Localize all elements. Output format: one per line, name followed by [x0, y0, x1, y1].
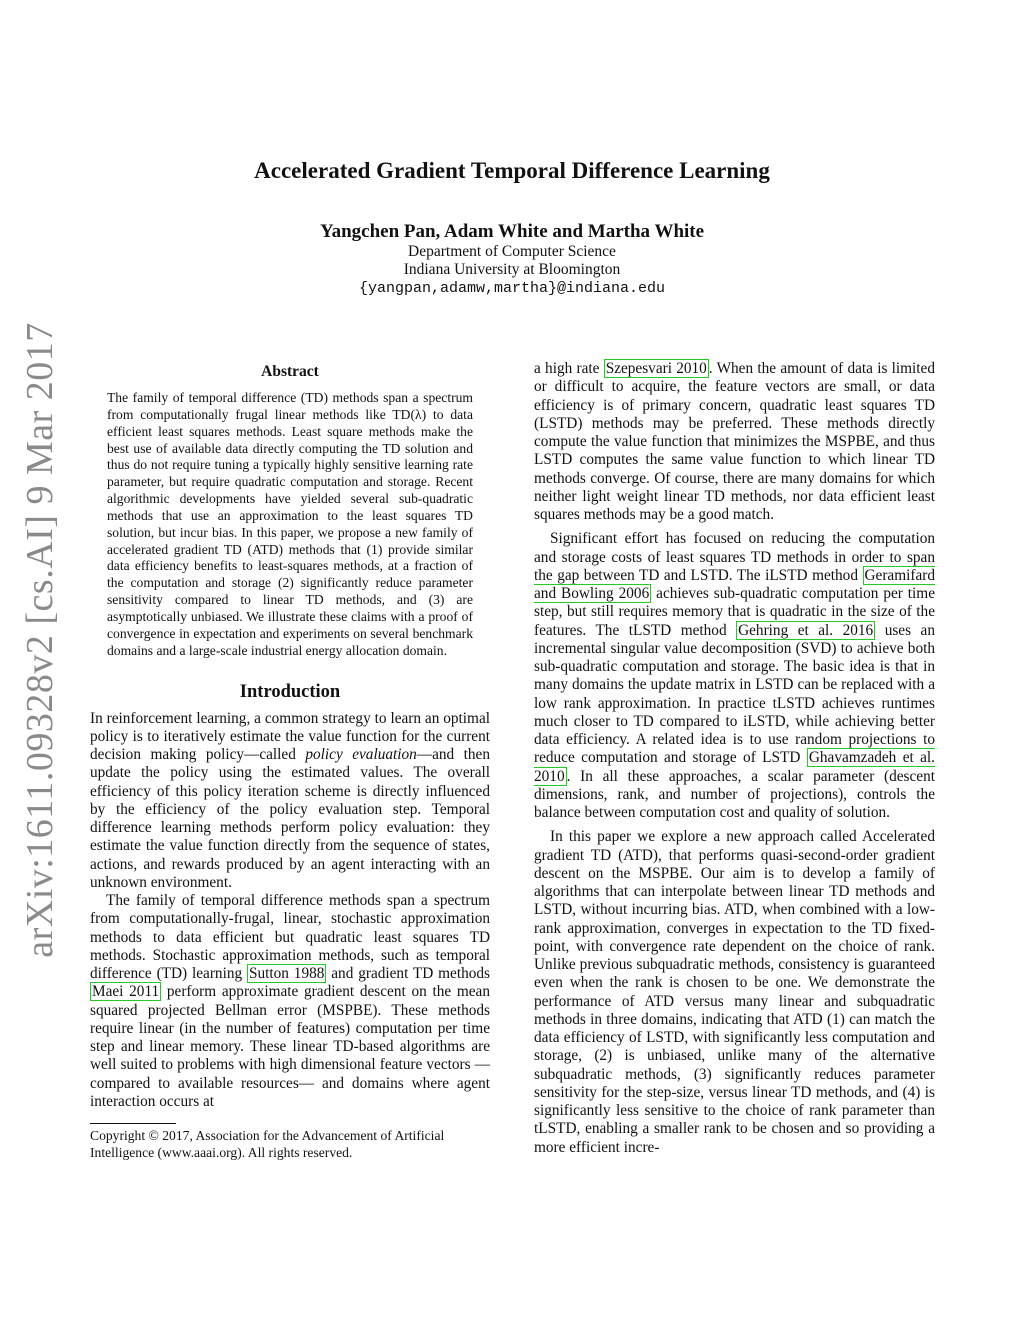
- intro-p4-text-c: uses an incremental singular value decomposition (SVD) to achieve both sub-quadratic computation and storage. The basic idea is that in many domains the update matrix in LSTD can be replaced with a low rank approximation. In practice tLSTD achieves runtimes much closer to TD compared to iLSTD, while achieving better data efficiency. A related idea is to use random projections to reduce computation and storage of LSTD: [534, 621, 935, 767]
- author-list: Yangchen Pan, Adam White and Martha White: [319, 221, 705, 242]
- intro-p4-text-a: Significant effort has focused on reducing the computation and storage costs of least squares TD methods in order to span the gap between TD and LSTD. The iLSTD method: [534, 530, 935, 584]
- intro-p4-text-d: . In all these approaches, a scalar parameter (descent dimensions, rank, and number of projections), controls the balance between computation cost and quality of solution.: [534, 767, 935, 821]
- left-column: [90, 360, 490, 1161]
- intro-p1-emphasis: policy evaluation: [305, 746, 417, 763]
- intro-p3-text-b: . When the amount of data is limited or difficult to acquire, the feature vectors are small, or data efficiency is of primary concern, quadratic least squares TD (LSTD) methods may be preferred. These methods directly compute the value function that minimizes the MSPBE, and thus LSTD computes the same value function to which linear TD methods converge. Of course, there are many domains for which neither light weight linear TD methods, nor data efficient least squares methods may be a good match.: [534, 360, 935, 523]
- arxiv-identifier: arXiv:1611.09328v2 [cs.AI] 9 Mar 2017: [19, 322, 61, 958]
- intro-p1-text-b: —and then update the policy using the estimated values. The overall efficiency of this policy iteration scheme is directly influenced by the efficiency of the policy evaluation step. Temporal difference learning methods perform policy evaluation: they estimate the value function directly from the sequence of states, actions, and rewards produced by an agent interacting with an unknown environment.: [90, 746, 490, 891]
- arxiv-sidebar-stamp: [0, 0, 80, 1325]
- citation-link-ghavamzadeh-2010[interactable]: Ghavamzadeh et al. 2010: [534, 749, 935, 785]
- intro-p1-text-a: In reinforcement learning, a common strategy to learn an optimal policy is to iteratively estimate the value function for the current decision making policy—called: [90, 709, 490, 763]
- author-email: {yangpan,adamw,martha}@indiana.edu: [358, 280, 666, 297]
- author-department: Department of Computer Science: [408, 243, 616, 260]
- intro-p2-text-c: perform approximate gradient descent on the mean squared projected Bellman error (MSPBE). These methods require linear (in the number of features) computation per time step and linear memory. These linear TD-based algorithms are well suited to problems with high dimensional feature vectors —compared to available resources— and domains where agent interaction occurs at: [90, 983, 490, 1110]
- intro-p3-text-a: a high rate: [534, 360, 604, 377]
- footnote-divider: [90, 1123, 176, 1124]
- citation-link-gehring-2016[interactable]: Gehring et al. 2016: [738, 621, 874, 639]
- intro-p2-text-a: The family of temporal difference methods span a spectrum from computationally-frugal, linear, stochastic approximation methods to data efficient but quadratic least squares TD methods. Stochastic approximation methods, such as temporal difference (TD) learning: [90, 892, 490, 982]
- intro-paragraph-1: [90, 710, 490, 893]
- intro-p4-text-b: achieves sub-quadratic computation per time step, but still requires memory that is quadratic in the size of the features. The tLSTD method: [534, 585, 935, 639]
- intro-paragraph-5: In this paper we explore a new approach called Accelerated gradient TD (ATD), that performs quasi-second-order gradient descent on the MSPBE. Our aim is to develop a family of algorithms that can interpolate between linear TD methods and LSTD, without incurring bias. ATD, when combined with a low-rank approximation, converges in expectation to the TD fixed-point, with convergence rate dependent on the choice of rank. Unlike previous subquadratic methods, consistency is guaranteed even when the rank is chosen to be one. We demonstrate the performance of ATD versus many linear and subquadratic methods in three domains, indicating that ATD (1) can match the data efficiency of LSTD, with significantly less computation and storage, (2) is unbiased, unlike many of the alternative subquadratic methods, (3) significantly reduces parameter sensitivity for the step-size, versus linear TD methods, and (4) is significantly less sensitive to the choice of rank parameter than tLSTD, enabling a smaller rank to be chosen and so providing a more efficient incre-: [534, 828, 935, 1156]
- abstract-heading: Abstract: [261, 363, 319, 380]
- citation-link-geramifard-2006[interactable]: Geramifard and Bowling 2006: [534, 566, 935, 602]
- intro-p2-text-b: and gradient TD methods: [326, 965, 490, 982]
- citation-link-sutton-1988[interactable]: Sutton 1988: [249, 965, 325, 982]
- author-university: Indiana University at Bloomington: [403, 261, 621, 278]
- right-column: [534, 360, 935, 1157]
- introduction-heading: Introduction: [239, 681, 341, 702]
- intro-paragraph-4: [534, 530, 935, 822]
- intro-paragraph-3: [534, 360, 935, 524]
- citation-link-maei-2011[interactable]: Maei 2011: [92, 983, 160, 1001]
- paper-title: Accelerated Gradient Temporal Difference Learning: [254, 158, 770, 183]
- abstract-text: The family of temporal difference (TD) methods span a spectrum from computationally frugal linear methods like TD(λ) to data efficient least squares methods. Least square methods make the best use of available data directly computing the TD solution and thus do not require tuning a typically highly sensitive learning rate parameter, but require quadratic computation and storage. Recent algorithmic developments have yielded several sub-quadratic methods that use an approximation to the least squares TD solution, but incur bias. In this paper, we propose a new family of accelerated gradient TD (ATD) methods that (1) provide similar data efficiency benefits to least-squares methods, at a fraction of the computation and storage (2) significantly reduce parameter sensitivity compared to linear TD methods, and (3) are asymptotically unbiased. We illustrate these claims with a proof of convergence in expectation and experiments on several benchmark domains and a large-scale industrial energy allocation domain.: [107, 390, 473, 658]
- copyright-footnote: Copyright © 2017, Association for the Advancement of Artificial Intelligence (www.aaai.org). All rights reserved.: [90, 1128, 445, 1160]
- citation-link-szepesvari-2010[interactable]: Szepesvari 2010: [605, 360, 707, 377]
- intro-paragraph-2: [90, 892, 490, 1111]
